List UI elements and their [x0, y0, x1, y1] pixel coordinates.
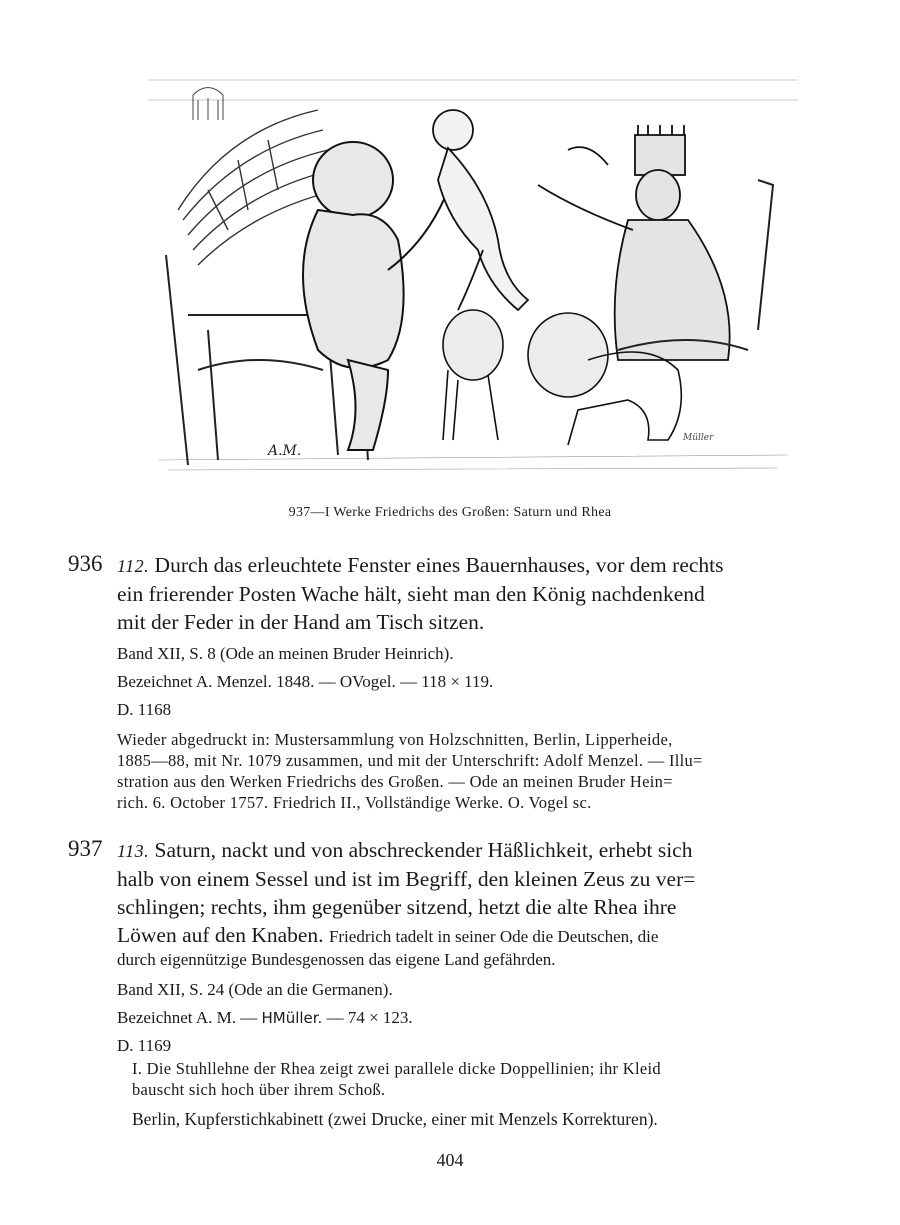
bezeichnet-suffix: — 74 × 123.: [326, 1008, 413, 1027]
reprint-line: stration aus den Werken Friedrichs des Großen. — Ode an meinen Bruder Hein=: [117, 772, 673, 791]
lead-line: Löwen auf den Knaben.: [117, 923, 324, 947]
lead-line: schlingen; rechts, ihm gegenüber sitzend, hetzt die alte Rhea ihre: [117, 895, 677, 919]
band-reference: Band XII, S. 24 (Ode an die Germanen).: [117, 980, 393, 999]
catalog-number: 112.: [117, 556, 150, 576]
entry-936: [117, 551, 822, 813]
lead-line: ein frierender Posten Wache hält, sieht man den König nachdenkend: [117, 582, 705, 606]
lion-left: [443, 310, 503, 440]
reprint-line: Wieder abgedruckt in: Mustersammlung von Holzschnitten, Berlin, Lipperheide,: [117, 730, 673, 749]
state-description: [132, 1058, 822, 1100]
reprint-note: [117, 729, 822, 813]
reprint-line: 1885—88, mit Nr. 1079 zusammen, und mit der Unterschrift: Adolf Menzel. — Illu=: [117, 751, 703, 770]
lead-line: mit der Feder in der Hand am Tisch sitzen.: [117, 610, 485, 634]
band-reference: Band XII, S. 8 (Ode an meinen Bruder Heinrich).: [117, 644, 454, 663]
signature-right: Müller: [683, 433, 714, 443]
signature-left: A.M.: [268, 443, 302, 459]
illustration-saturn-and-rhea: [148, 70, 798, 485]
collection-location: Berlin, Kupferstichkabinett (zwei Drucke, einer mit Menzels Korrekturen).: [132, 1109, 658, 1129]
zeus-child: [433, 110, 528, 310]
bezeichnet-prefix: Bezeichnet A. M. —: [117, 1008, 258, 1027]
page-number: 404: [436, 1150, 464, 1170]
lead-tail: Friedrich tadelt in seiner Ode die Deutschen, die: [328, 927, 659, 946]
reprint-line: rich. 6. October 1757. Friedrich II., Vollständige Werke. O. Vogel sc.: [117, 793, 592, 812]
lead-line: Saturn, nackt und von abschreckender Häßlichkeit, erhebt sich: [154, 838, 693, 862]
state-line: bauscht sich hoch über ihrem Schoß.: [132, 1080, 386, 1099]
figure-caption: 937—I Werke Friedrichs des Großen: Saturn und Rhea: [288, 505, 612, 520]
engraver-signature: HMüller.: [261, 1009, 323, 1027]
state-line: I. Die Stuhllehne der Rhea zeigt zwei parallele dicke Doppellinien; ihr Kleid: [132, 1059, 661, 1078]
lead-line: Durch das erleuchtete Fenster eines Bauernhauses, vor dem rechts: [154, 553, 724, 577]
lead-tail-line: durch eigennützige Bundesgenossen das eigene Land gefährden.: [117, 950, 556, 969]
entry-937: [117, 836, 822, 1057]
background-building: [193, 88, 223, 121]
d-number: D. 1169: [117, 1036, 172, 1055]
entry-number: 936: [68, 551, 103, 576]
bezeichnet: [117, 1007, 822, 1029]
catalog-number: 113.: [117, 841, 150, 861]
state-note: [132, 1058, 822, 1130]
entry-lead: [117, 551, 822, 636]
lead-line: halb von einem Sessel und ist im Begriff, den kleinen Zeus zu ver=: [117, 867, 696, 891]
entry-number: 937: [68, 836, 103, 861]
saturn-figure: [303, 142, 448, 450]
bezeichnet: Bezeichnet A. Menzel. 1848. — OVogel. — 118 × 119.: [117, 672, 494, 691]
entry-lead: [117, 836, 822, 951]
d-number: D. 1168: [117, 700, 172, 719]
